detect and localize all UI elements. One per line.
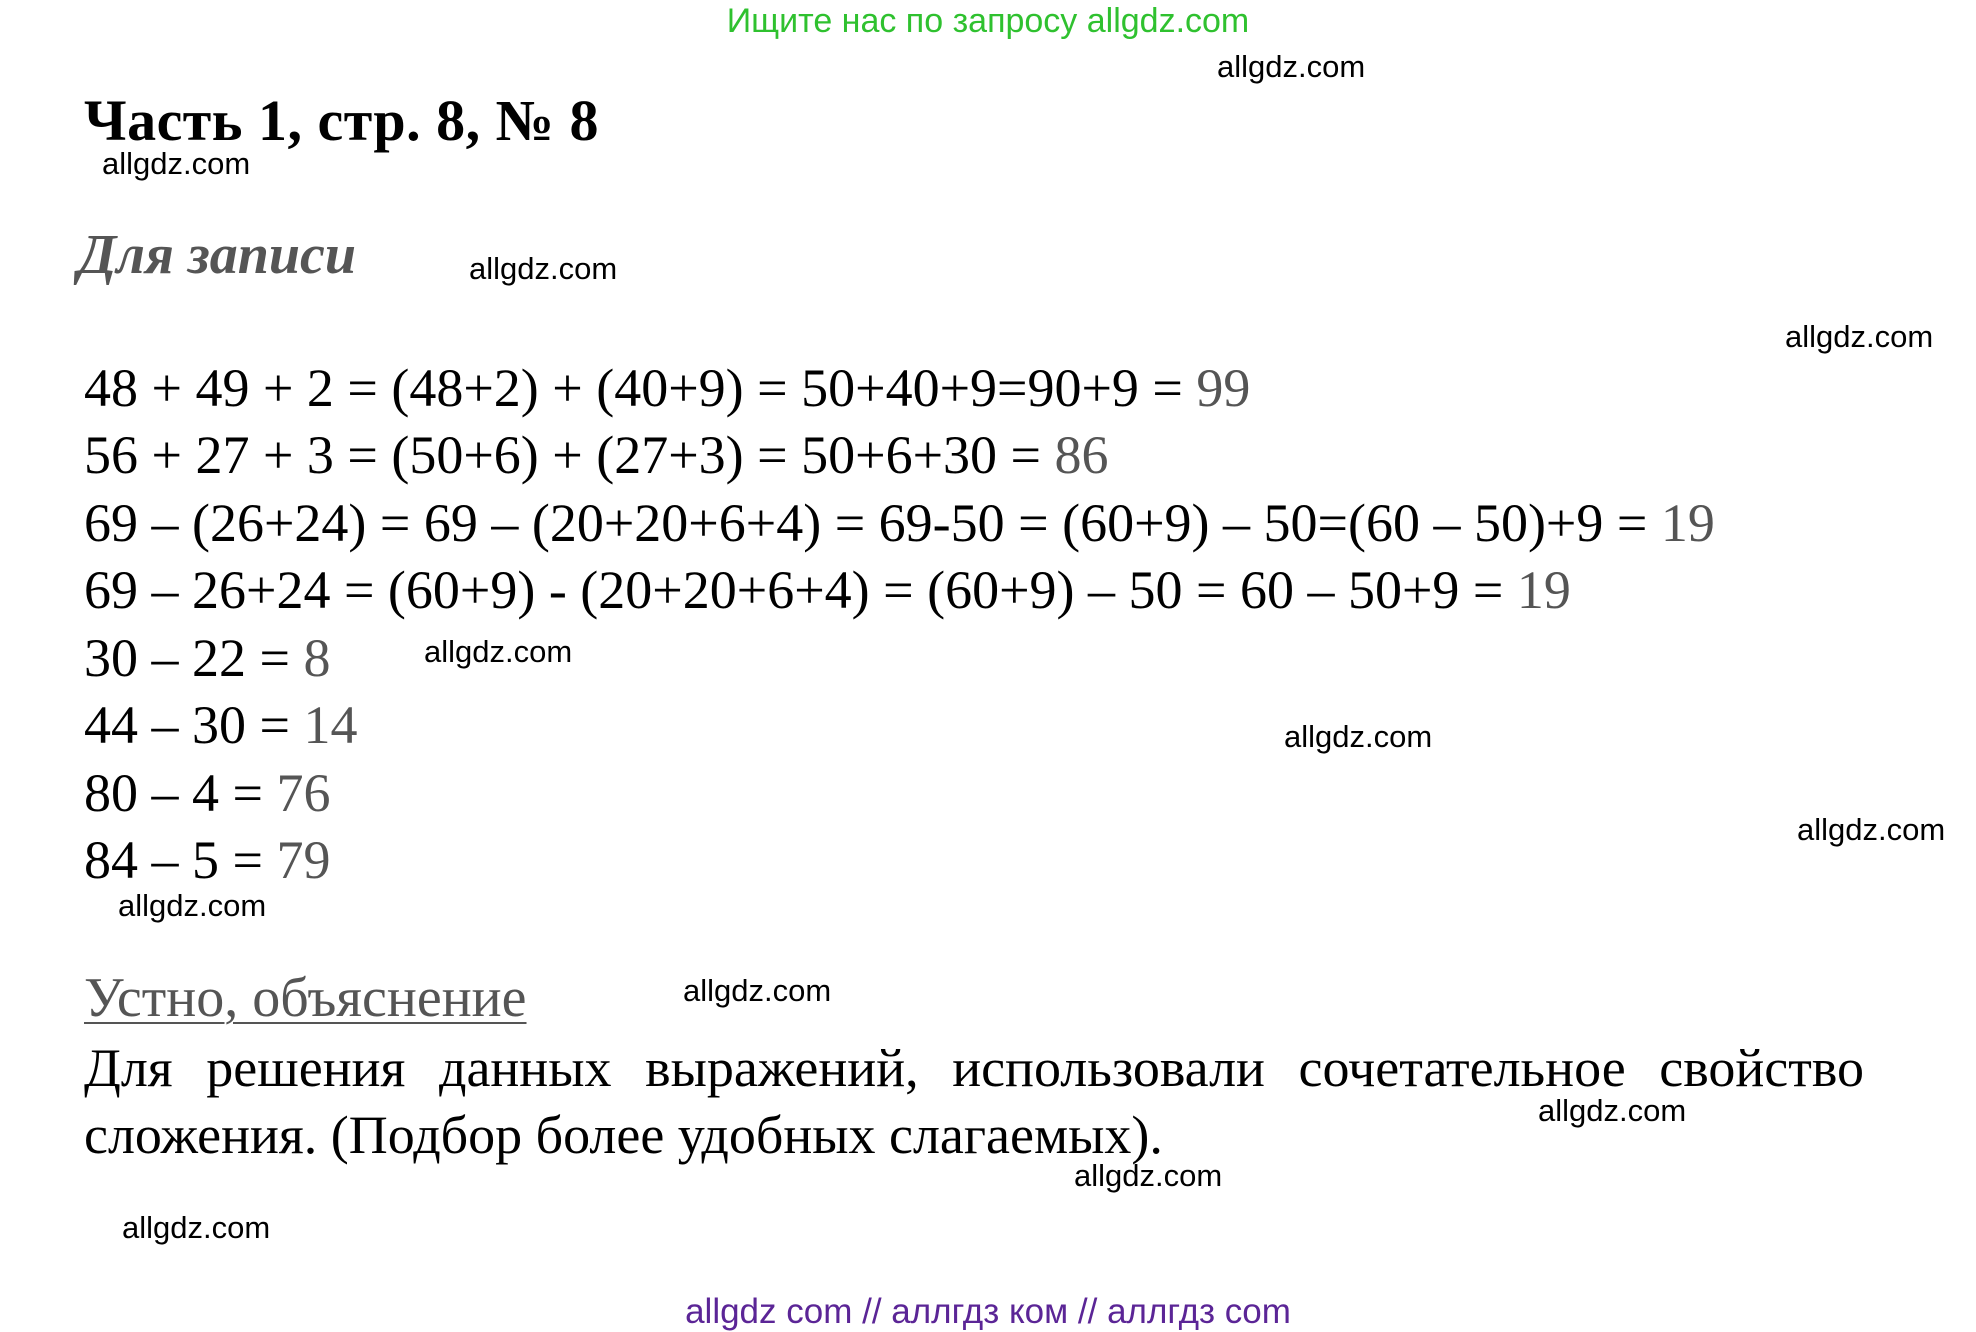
equation-result: 19	[1660, 493, 1715, 553]
footer-links: allgdz com // аллгдз ком // аллгдз com	[685, 1292, 1291, 1331]
promo-banner: Ищите нас по запросу allgdz.com	[726, 2, 1250, 40]
equation-result: 19	[1516, 560, 1571, 620]
explanation-text: Для решения данных выражений, использовали сочетательное свойство сложения. (Подбор более удобных слагаемых).	[84, 1038, 1864, 1165]
page-title: Часть 1, стр. 8, № 8	[84, 88, 599, 153]
watermark: allgdz.com	[1785, 319, 1934, 354]
equation-expression: 80 – 4 =	[84, 763, 277, 823]
equation-row	[84, 357, 1250, 419]
watermark: allgdz.com	[1074, 1158, 1223, 1193]
equation-result: 86	[1054, 425, 1109, 485]
equation-expression: 44 – 30 =	[84, 695, 304, 755]
watermark: allgdz.com	[102, 146, 251, 181]
equation-result: 14	[303, 695, 358, 755]
watermark: allgdz.com	[1284, 719, 1433, 754]
equation-expression: 69 – 26+24 = (60+9) - (20+20+6+4) = (60+9) – 50 = 60 – 50+9 =	[84, 560, 1517, 620]
equation-expression: 69 – (26+24) = 69 – (20+20+6+4) = 69-50 = (60+9) – 50=(60 – 50)+9 =	[84, 493, 1661, 553]
section-heading-oral: Устно, объяснение	[84, 967, 527, 1029]
equation-row	[84, 762, 330, 824]
section-heading-write: Для записи	[78, 224, 356, 286]
watermark: allgdz.com	[1797, 812, 1946, 847]
watermark: allgdz.com	[122, 1210, 271, 1245]
equation-result: 8	[303, 628, 331, 688]
equation-row	[84, 492, 1715, 554]
equation-expression: 84 – 5 =	[84, 830, 277, 890]
equation-result: 99	[1196, 358, 1251, 418]
equation-result: 76	[276, 763, 331, 823]
equation-expression: 56 + 27 + 3 = (50+6) + (27+3) = 50+6+30 =	[84, 425, 1055, 485]
watermark: allgdz.com	[469, 251, 618, 286]
equation-row	[84, 559, 1571, 621]
watermark: allgdz.com	[424, 634, 573, 669]
equation-row	[84, 829, 330, 891]
equation-row	[84, 627, 330, 689]
equation-row	[84, 424, 1108, 486]
equation-result: 79	[276, 830, 331, 890]
equation-row	[84, 694, 357, 756]
watermark: allgdz.com	[118, 888, 267, 923]
equation-expression: 48 + 49 + 2 = (48+2) + (40+9) = 50+40+9=90+9 =	[84, 358, 1197, 418]
watermark: allgdz.com	[683, 973, 832, 1008]
watermark: allgdz.com	[1538, 1093, 1687, 1128]
equation-expression: 30 – 22 =	[84, 628, 304, 688]
watermark: allgdz.com	[1217, 49, 1366, 84]
